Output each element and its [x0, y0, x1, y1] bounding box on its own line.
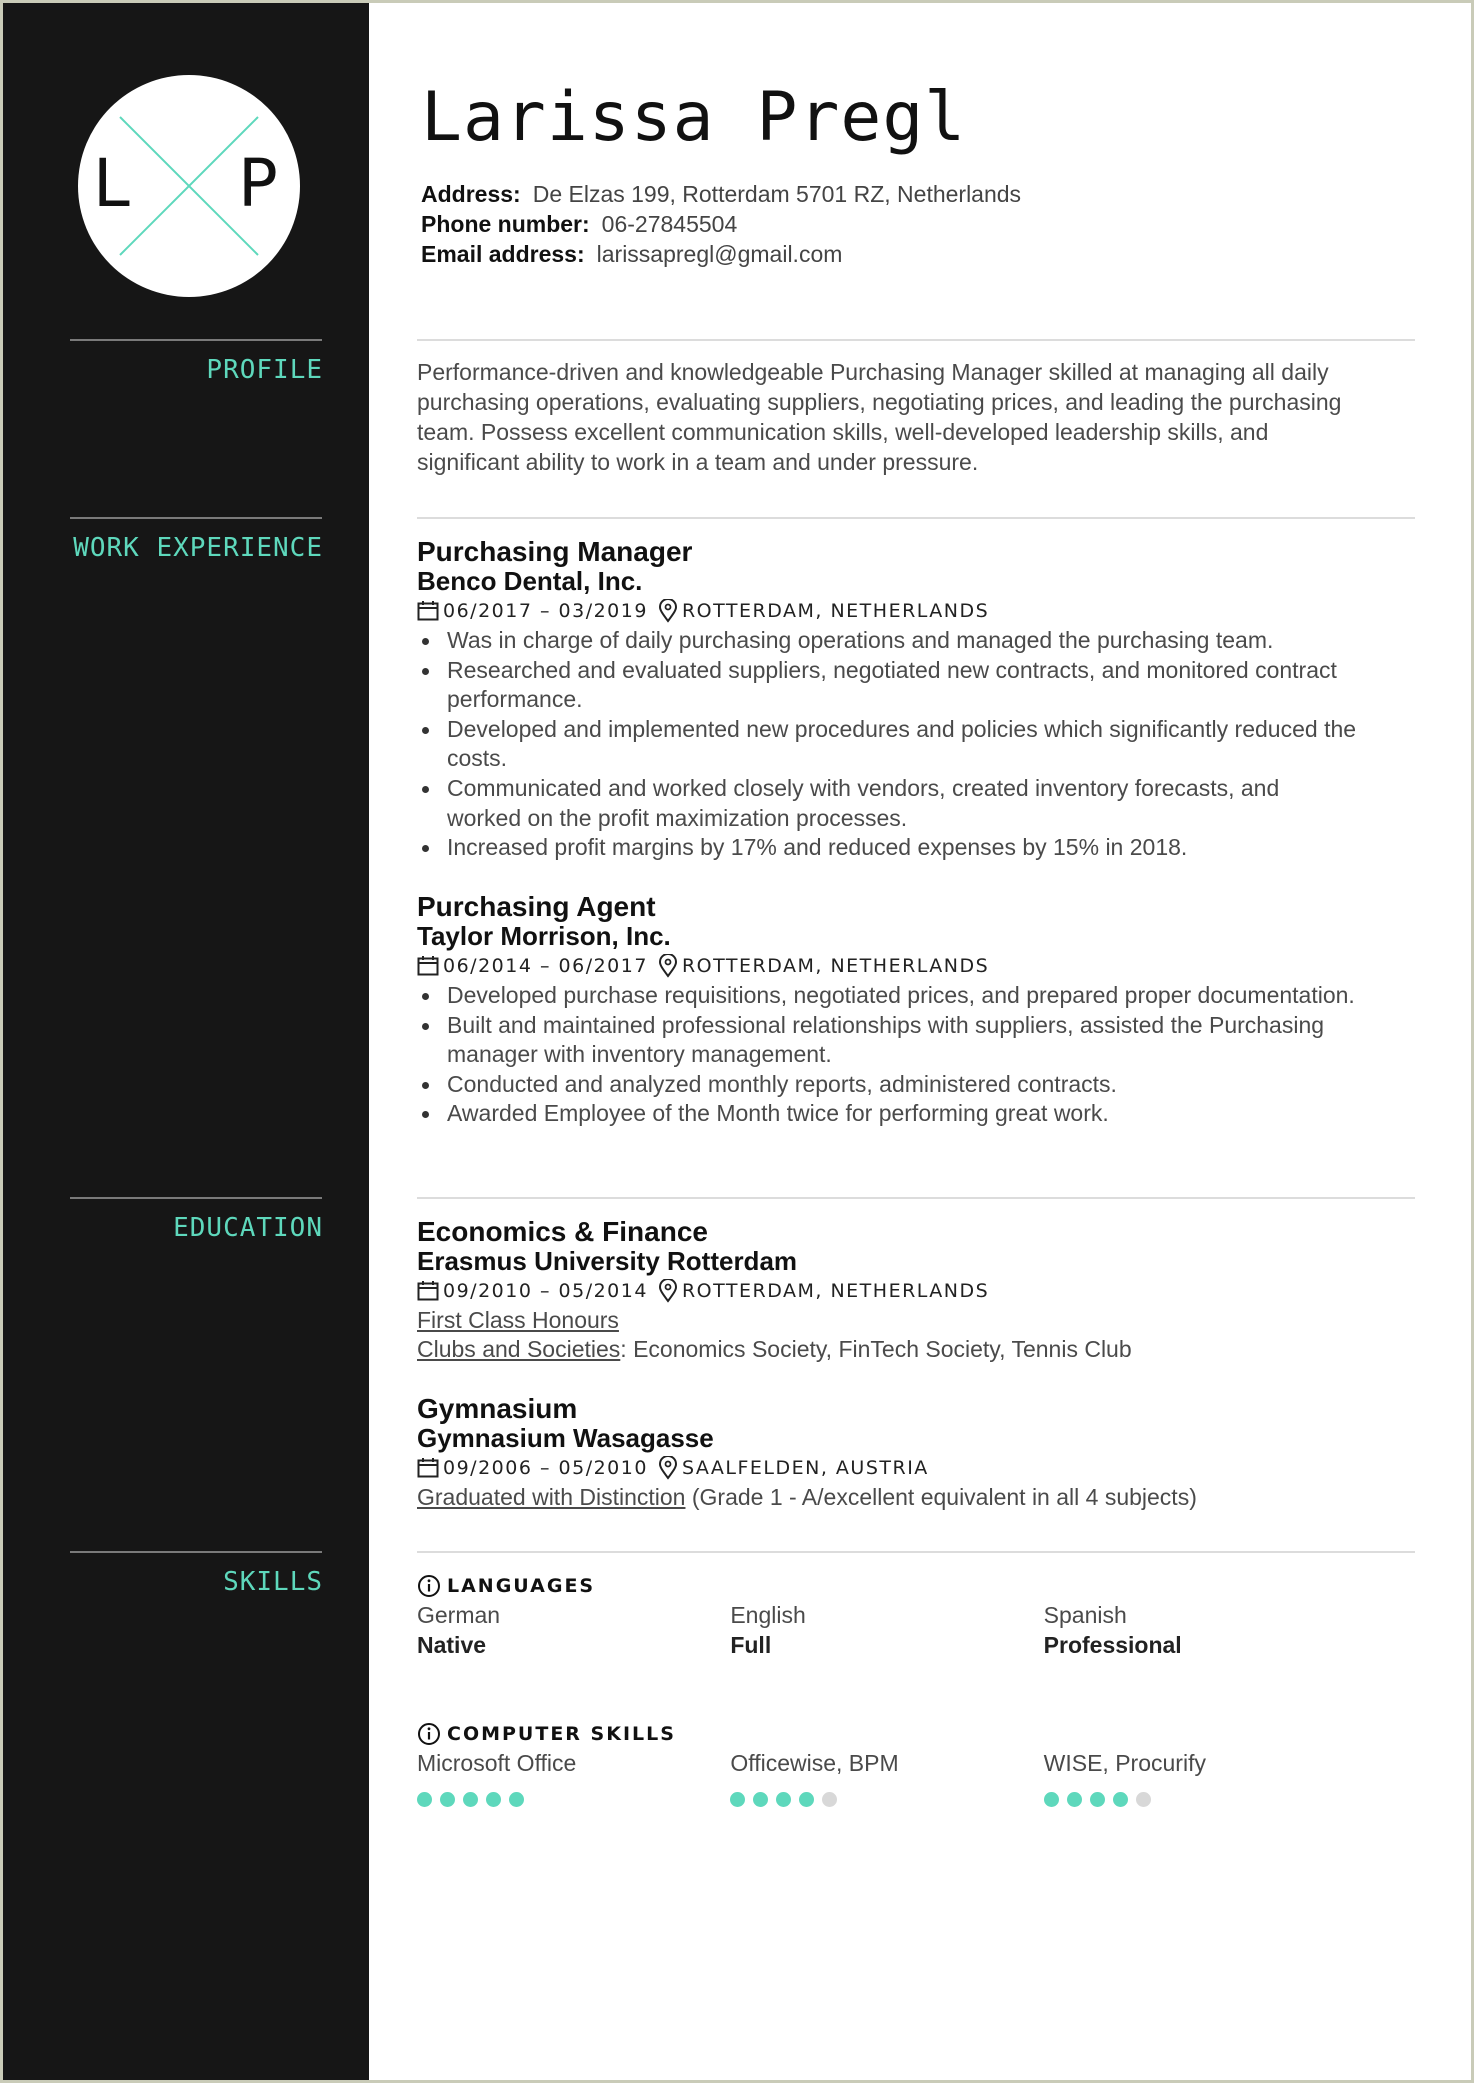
section-heading-skills: SKILLS — [223, 1567, 323, 1597]
company-name: Taylor Morrison, Inc. — [417, 921, 671, 951]
sidebar-divider — [70, 339, 322, 341]
section-heading-education: EDUCATION — [173, 1213, 323, 1243]
rating-dot-filled — [463, 1792, 478, 1807]
contact-email — [421, 239, 842, 269]
education-detail-text: : Economics Society, FinTech Society, Tennis Club — [620, 1336, 1132, 1362]
rating-dot-filled — [440, 1792, 455, 1807]
computer-skill-item — [730, 1749, 1043, 1807]
sidebar-divider — [70, 517, 322, 519]
list-item: Increased profit margins by 17% and reduced expenses by 15% in 2018. — [417, 833, 1357, 863]
school-name: Erasmus University Rotterdam — [417, 1246, 798, 1276]
language-level: Professional — [1043, 1632, 1182, 1658]
rating-dot-empty — [822, 1792, 837, 1807]
job-dates: 06/2014 – 06/2017 — [443, 955, 648, 977]
calendar-icon — [417, 1280, 439, 1302]
rating-dot-filled — [799, 1792, 814, 1807]
address-value: De Elzas 199, Rotterdam 5701 RZ, Netherlands — [532, 181, 1022, 207]
email-value[interactable]: larissapregl@gmail.com — [596, 241, 843, 267]
section-divider — [417, 1551, 1415, 1553]
languages-heading — [417, 1571, 1357, 1601]
info-icon — [417, 1722, 441, 1746]
list-item: Developed and implemented new procedures and policies which significantly reduced the costs. — [417, 715, 1357, 774]
language-name: English — [730, 1602, 806, 1628]
languages-list — [417, 1601, 1357, 1660]
profile-summary: Performance-driven and knowledgeable Purchasing Manager skilled at managing all daily purchasing operations, evaluating suppliers, negotiating prices, and leading the purchasing team. Possess excellent communication skills, well-developed leadership skills, and significant ability to work in a team and under pressure. — [417, 359, 1342, 475]
job-meta — [417, 951, 1357, 981]
language-item — [1044, 1601, 1357, 1660]
contact-label: Address: — [421, 181, 521, 207]
computer-skills-heading — [417, 1719, 1357, 1749]
rating-dot-filled — [1067, 1792, 1082, 1807]
education-entry — [417, 1217, 1357, 1364]
info-icon — [417, 1574, 441, 1598]
job-entry — [417, 537, 1357, 863]
job-location: ROTTERDAM, NETHERLANDS — [681, 955, 990, 977]
language-name: German — [417, 1602, 501, 1628]
monogram-initial-last: P — [238, 145, 278, 222]
resume-page — [3, 3, 1471, 2080]
location-pin-icon — [658, 599, 678, 623]
computer-skill-name: Microsoft Office — [417, 1750, 577, 1776]
education-detail — [417, 1306, 1357, 1335]
section-divider — [417, 1197, 1415, 1199]
education-detail — [417, 1483, 1357, 1512]
contact-phone — [421, 209, 737, 239]
education-location: ROTTERDAM, NETHERLANDS — [681, 1280, 990, 1302]
degree-title: Economics & Finance — [417, 1216, 708, 1247]
job-title: Purchasing Agent — [417, 891, 656, 922]
phone-value[interactable]: 06-27845504 — [601, 211, 738, 237]
list-item: Researched and evaluated suppliers, negotiated new contracts, and monitored contract performance. — [417, 656, 1357, 715]
location-pin-icon — [658, 1456, 678, 1480]
candidate-name: Larissa Pregl — [421, 78, 967, 157]
education-detail-text: (Grade 1 - A/excellent equivalent in all 4 subjects) — [685, 1484, 1197, 1510]
job-title: Purchasing Manager — [417, 536, 693, 567]
section-heading-work: WORK EXPERIENCE — [73, 533, 323, 563]
job-location: ROTTERDAM, NETHERLANDS — [681, 600, 990, 622]
company-name: Benco Dental, Inc. — [417, 566, 643, 596]
education-detail — [417, 1335, 1357, 1364]
contact-label: Phone number: — [421, 211, 590, 237]
monogram-initial-first: L — [93, 145, 130, 222]
computer-skill-item — [1044, 1749, 1357, 1807]
language-level: Native — [417, 1632, 487, 1658]
education-entry — [417, 1394, 1357, 1512]
degree-title: Gymnasium — [417, 1393, 578, 1424]
list-item: Communicated and worked closely with vendors, created inventory forecasts, and worked on the profit maximization processes. — [417, 774, 1357, 833]
sidebar-divider — [70, 1551, 322, 1553]
job-bullets — [417, 626, 1357, 863]
rating-dot-filled — [509, 1792, 524, 1807]
rating-dot-filled — [1113, 1792, 1128, 1807]
calendar-icon — [417, 1457, 439, 1479]
computer-skill-name: WISE, Procurify — [1043, 1750, 1206, 1776]
job-bullets — [417, 981, 1357, 1129]
calendar-icon — [417, 955, 439, 977]
rating-dot-filled — [486, 1792, 501, 1807]
education-dates: 09/2006 – 05/2010 — [443, 1457, 648, 1479]
list-item: Was in charge of daily purchasing operations and managed the purchasing team. — [417, 626, 1357, 656]
languages-title: LANGUAGES — [447, 1575, 596, 1597]
computer-skills-title: COMPUTER SKILLS — [447, 1723, 676, 1745]
languages-group — [417, 1571, 1357, 1660]
language-item — [730, 1601, 1043, 1660]
job-entry — [417, 892, 1357, 1129]
rating-dot-filled — [730, 1792, 745, 1807]
language-level: Full — [730, 1632, 772, 1658]
education-meta — [417, 1453, 1357, 1483]
education-dates: 09/2010 – 05/2014 — [443, 1280, 648, 1302]
location-pin-icon — [658, 1279, 678, 1303]
sidebar-divider — [70, 1197, 322, 1199]
contact-label: Email address: — [421, 241, 585, 267]
rating-dot-filled — [1090, 1792, 1105, 1807]
rating-dot-filled — [1044, 1792, 1059, 1807]
location-pin-icon — [658, 954, 678, 978]
education-meta — [417, 1276, 1357, 1306]
list-item: Awarded Employee of the Month twice for performing great work. — [417, 1099, 1357, 1129]
job-meta — [417, 596, 1357, 626]
education-detail-label: First Class Honours — [417, 1307, 619, 1333]
skill-rating — [417, 1792, 730, 1807]
language-name: Spanish — [1043, 1602, 1127, 1628]
computer-skills-list — [417, 1749, 1357, 1807]
section-divider — [417, 517, 1415, 519]
section-heading-profile: PROFILE — [206, 355, 323, 385]
computer-skills-group — [417, 1719, 1357, 1807]
language-item — [417, 1601, 730, 1660]
school-name: Gymnasium Wasagasse — [417, 1423, 714, 1453]
calendar-icon — [417, 600, 439, 622]
list-item: Developed purchase requisitions, negotiated prices, and prepared proper documentation. — [417, 981, 1357, 1011]
rating-dot-filled — [776, 1792, 791, 1807]
computer-skill-item — [417, 1749, 730, 1807]
list-item: Conducted and analyzed monthly reports, administered contracts. — [417, 1070, 1357, 1100]
rating-dot-filled — [753, 1792, 768, 1807]
list-item: Built and maintained professional relationships with suppliers, assisted the Purchasing manager with inventory management. — [417, 1011, 1357, 1070]
education-detail-label: Clubs and Societies — [417, 1336, 621, 1362]
contact-address — [421, 179, 1021, 209]
section-divider — [417, 339, 1415, 341]
computer-skill-name: Officewise, BPM — [730, 1750, 899, 1776]
rating-dot-empty — [1136, 1792, 1151, 1807]
job-dates: 06/2017 – 03/2019 — [443, 600, 648, 622]
monogram-logo — [78, 75, 300, 297]
skill-rating — [730, 1792, 1043, 1807]
education-detail-label: Graduated with Distinction — [417, 1484, 686, 1510]
skill-rating — [1044, 1792, 1357, 1807]
education-location: SAALFELDEN, AUSTRIA — [681, 1457, 929, 1479]
rating-dot-filled — [417, 1792, 432, 1807]
sidebar — [3, 3, 369, 2080]
